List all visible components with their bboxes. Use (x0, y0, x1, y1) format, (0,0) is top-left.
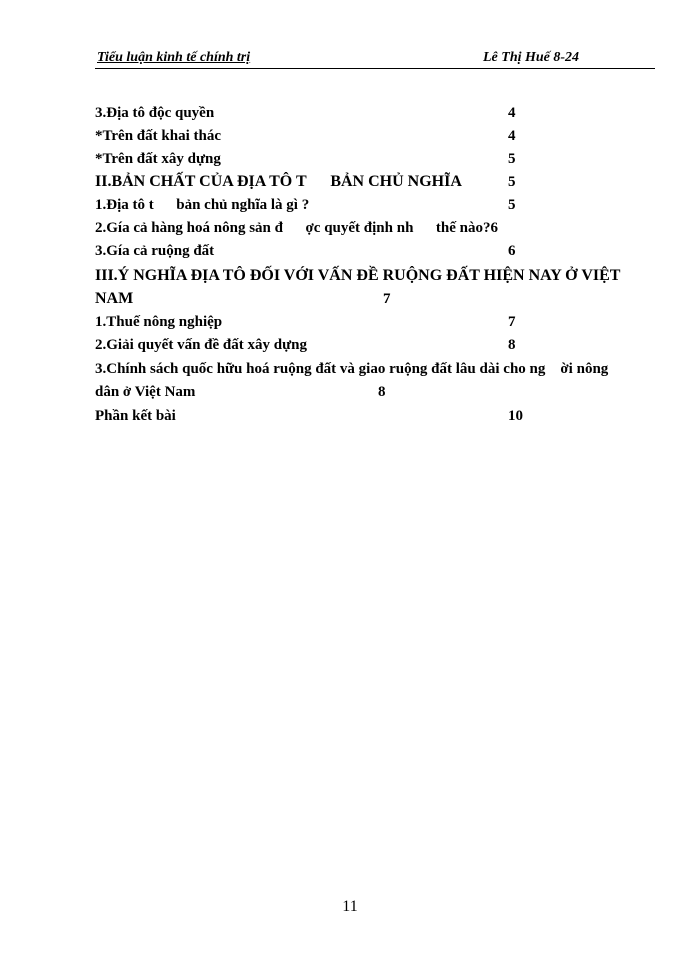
toc-entry-page: 4 (508, 128, 516, 144)
toc-entry-page: 6 (508, 243, 516, 259)
toc-section-heading: III.Ý NGHĨA ĐỊA TÔ ĐỐI VỚI VẤN ĐỀ RUỘNG ĐẤT HIỆN NAY Ở VIỆT (95, 267, 621, 284)
header-title: Tiểu luận kinh tế chính trị (97, 50, 251, 65)
toc-entry-text: *Trên đất khai thác (95, 128, 221, 144)
toc-entry-page: 8 (378, 384, 386, 400)
toc-entry-page: 7 (508, 314, 516, 330)
toc-entry-text: *Trên đất xây dựng (95, 151, 221, 167)
toc-entry-text: Phần kết bài (95, 408, 176, 424)
toc-entry-text: 3.Chính sách quốc hữu hoá ruộng đất và giao ruộng đất lâu dài cho ng ời nông (95, 361, 609, 377)
toc-entry-text: 2.Gía cả hàng hoá nông sản đ ợc quyết định nh thế nào?6 (95, 220, 498, 236)
toc-entry-page: 5 (508, 151, 516, 167)
toc-entry-text: 2.Giải quyết vấn đề đất xây dựng (95, 337, 307, 353)
toc-entry-page: 4 (508, 105, 516, 121)
toc-entry-page: 10 (508, 408, 523, 424)
toc-entry-text: NAM (95, 290, 134, 307)
toc-entry-page: 7 (383, 291, 391, 307)
header-author: Lê Thị Huế 8-24 (483, 50, 580, 65)
toc-entry-text: dân ở Việt Nam (95, 384, 196, 400)
toc-entry-text: 1.Thuế nông nghiệp (95, 314, 223, 330)
toc-section-heading: II.BẢN CHẤT CỦA ĐỊA TÔ T BẢN CHỦ NGHĨA (95, 173, 462, 190)
page-number: 11 (342, 898, 358, 915)
page-header (95, 48, 655, 69)
toc-entry-text: 3.Gía cả ruộng đất (95, 243, 215, 259)
toc-entry-text: 1.Địa tô t bản chủ nghĩa là gì ? (95, 197, 310, 213)
toc-entry-text: 3.Địa tô độc quyền (95, 105, 215, 121)
toc-entry-page: 8 (508, 337, 516, 353)
toc-entry-page: 5 (508, 197, 516, 213)
toc-entry-page: 5 (508, 174, 516, 190)
